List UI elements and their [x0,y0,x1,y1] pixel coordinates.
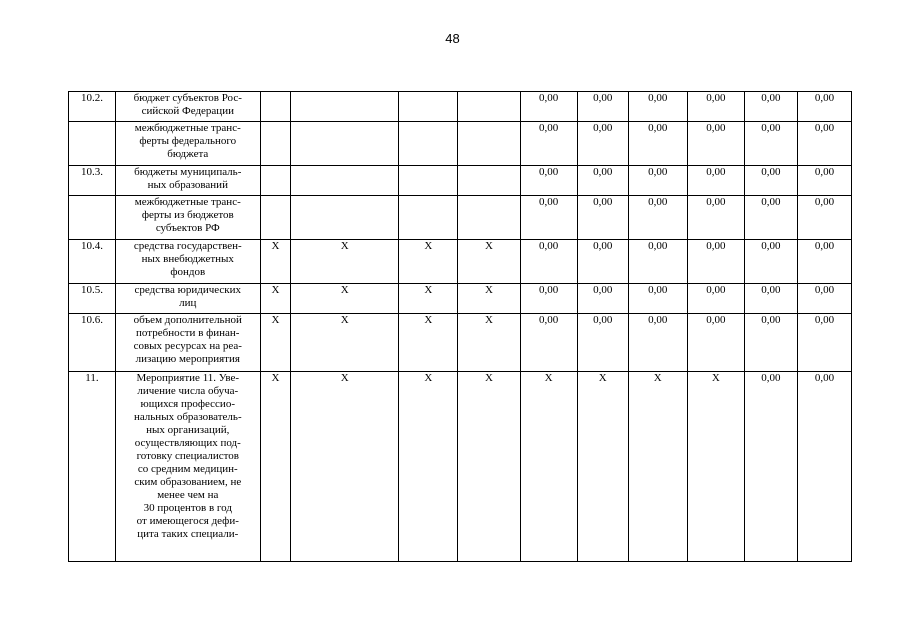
value-cell: 0,00 [687,284,744,314]
table-row [69,92,852,122]
value-cell: 0,00 [744,314,797,372]
value-cell: 0,00 [797,122,851,166]
value-cell [291,166,399,196]
value-cell: X [628,372,687,562]
value-cell: 0,00 [687,240,744,284]
row-number: 10.5. [69,284,116,314]
value-cell [458,196,520,240]
row-description: средства юридических лиц [115,284,260,314]
page-number: 48 [445,31,460,46]
row-number: 11. [69,372,116,562]
value-cell: 0,00 [628,196,687,240]
value-cell [458,92,520,122]
value-cell: 0,00 [577,196,628,240]
table-row [69,372,852,562]
value-cell: 0,00 [520,240,577,284]
value-cell: 0,00 [797,92,851,122]
value-cell: 0,00 [577,92,628,122]
row-number [69,122,116,166]
row-description: бюджеты муниципаль- ных образований [115,166,260,196]
row-number: 10.6. [69,314,116,372]
value-cell: X [260,372,291,562]
value-cell [399,196,458,240]
value-cell: 0,00 [797,196,851,240]
value-cell: X [260,284,291,314]
row-description: объем дополнительной потребности в финан- совых ресурсах на реа- лизацию мероприятия [115,314,260,372]
table-row [69,314,852,372]
value-cell: 0,00 [744,240,797,284]
value-cell: 0,00 [628,240,687,284]
value-cell [260,196,291,240]
value-cell [291,122,399,166]
table-row [69,122,852,166]
value-cell: 0,00 [577,166,628,196]
value-cell: 0,00 [744,196,797,240]
value-cell: 0,00 [628,92,687,122]
value-cell: X [458,284,520,314]
value-cell: X [291,372,399,562]
row-description: бюджет субъектов Рос- сийской Федерации [115,92,260,122]
table-row [69,284,852,314]
value-cell: X [399,240,458,284]
value-cell: X [458,314,520,372]
value-cell: 0,00 [628,166,687,196]
row-number: 10.3. [69,166,116,196]
value-cell [260,166,291,196]
row-number: 10.4. [69,240,116,284]
table-row [69,240,852,284]
value-cell: 0,00 [744,284,797,314]
value-cell: 0,00 [744,122,797,166]
value-cell: X [260,314,291,372]
budget-table [68,91,852,562]
row-number [69,196,116,240]
value-cell: 0,00 [687,314,744,372]
value-cell [291,196,399,240]
value-cell: X [291,314,399,372]
value-cell: X [577,372,628,562]
value-cell: 0,00 [628,314,687,372]
value-cell: X [458,240,520,284]
value-cell: 0,00 [797,372,851,562]
value-cell: 0,00 [744,166,797,196]
row-description: Мероприятие 11. Уве- личение числа обуча- ющихся профессио- нальных образователь- ных организаций, осуществляющих под- готовку специалистов со средним медицин- ским образованием, не менее чем на 30 процентов в год от имеющегося дефи- цита таких специали- [115,372,260,562]
value-cell: 0,00 [744,372,797,562]
value-cell: X [399,314,458,372]
value-cell: 0,00 [687,196,744,240]
value-cell [260,92,291,122]
value-cell: 0,00 [520,122,577,166]
row-number: 10.2. [69,92,116,122]
table-row [69,196,852,240]
row-description: межбюджетные транс- ферты из бюджетов субъектов РФ [115,196,260,240]
value-cell [399,92,458,122]
value-cell: X [399,284,458,314]
value-cell [399,122,458,166]
value-cell: 0,00 [577,240,628,284]
value-cell: 0,00 [797,314,851,372]
value-cell: 0,00 [520,284,577,314]
value-cell: 0,00 [520,166,577,196]
value-cell: 0,00 [797,240,851,284]
value-cell: 0,00 [797,166,851,196]
table-row [69,166,852,196]
value-cell: 0,00 [520,196,577,240]
value-cell: 0,00 [520,314,577,372]
value-cell: 0,00 [687,122,744,166]
value-cell: X [458,372,520,562]
value-cell [458,122,520,166]
value-cell: X [291,284,399,314]
value-cell: 0,00 [577,314,628,372]
value-cell: 0,00 [577,284,628,314]
value-cell: 0,00 [520,92,577,122]
value-cell: 0,00 [687,166,744,196]
value-cell [260,122,291,166]
value-cell: 0,00 [744,92,797,122]
value-cell: 0,00 [577,122,628,166]
value-cell: X [399,372,458,562]
row-description: средства государствен- ных внебюджетных фондов [115,240,260,284]
value-cell [399,166,458,196]
value-cell: 0,00 [628,284,687,314]
row-description: межбюджетные транс- ферты федерального бюджета [115,122,260,166]
value-cell: X [520,372,577,562]
value-cell: 0,00 [797,284,851,314]
value-cell: X [687,372,744,562]
value-cell: X [260,240,291,284]
value-cell: 0,00 [687,92,744,122]
value-cell [291,92,399,122]
value-cell [458,166,520,196]
value-cell: X [291,240,399,284]
value-cell: 0,00 [628,122,687,166]
